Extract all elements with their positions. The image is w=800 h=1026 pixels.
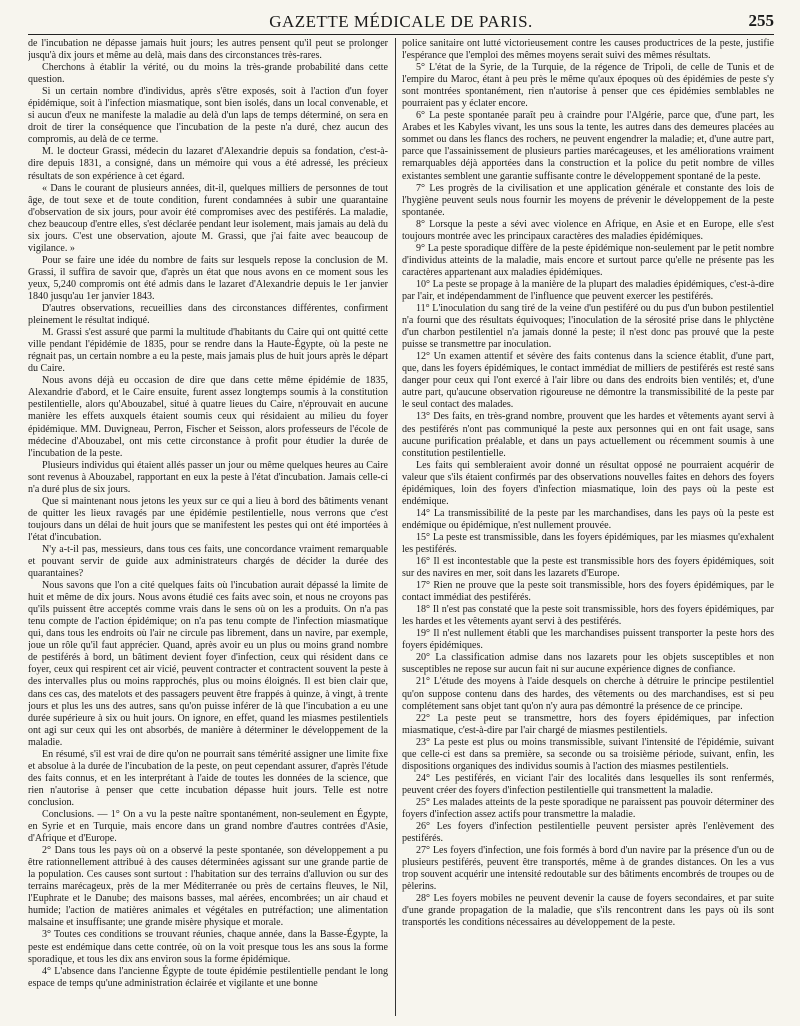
paragraph: 22° La peste peut se transmettre, hors des foyers épidémiques, par infection miasmatique, c'est-à-dire par l'air chargé de miasmes pestilentiels. (402, 712, 774, 736)
column-divider (395, 38, 396, 1016)
paragraph: 23° La peste est plus ou moins transmissible, suivant l'intensité de l'épidémie, suivant que celle-ci est dans sa première, sa seconde ou sa troisième période, suivant, enfin, les dispositions organiques des individus soumis à l'action des miasmes pestilentiels. (402, 736, 774, 772)
paragraph: police sanitaire ont lutté victorieusement contre les causes productrices de la peste, justifie l'espérance que l'emploi des mêmes moyens serait suivi des mêmes résultats. (402, 38, 774, 62)
page-header (28, 8, 774, 35)
paragraph: 2° Dans tous les pays où on a observé la peste spontanée, son développement a pu être rationnellement attribué à des causes déterminées agissant sur une grande partie de la population. Ces causes sont surtout : l'habitation sur des terrains d'alluvion ou sur des terrains marécageux, près de la mer Méditerranée ou près de certains fleuves, le Nil, l'Euphrate et le Danube; des maisons basses, mal aérées, encombrées; un air chaud et humide; l'action de matières animales et végétales en putréfaction; une alimentation malsaine et insuffisante; une grande misère physique et morale. (28, 845, 388, 929)
paragraph: 3° Toutes ces conditions se trouvant réunies, chaque année, dans la Basse-Égypte, la peste est endémique dans cette contrée, où on la voit presque tous les ans sous la forme sporadique, et tous les dix ans environ sous la forme épidémique. (28, 929, 388, 965)
paragraph: 7° Les progrès de la civilisation et une application générale et constante des lois de l'hygiène peuvent seuls nous fournir les moyens de prévenir le développement de la peste spontanée. (402, 182, 774, 218)
paragraph: M. le docteur Grassi, médecin du lazaret d'Alexandrie depuis sa fondation, c'est-à-dire depuis 1831, a consigné, dans un mémoire qui vous a été adressé, les précieux résultats de son expérience à cet égard. (28, 146, 388, 182)
paragraph: Nous savons que l'on a cité quelques faits où l'incubation aurait dépassé la limite de huit et même de dix jours. Nous avons étudié ces faits avec soin, et nous ne croyons pas qu'ils puissent être acceptés comme vrais dans le sens où on les a produits. On n'a pas tenu compte de l'action épidémique; on n'a pas tenu compte de l'infection miasmatique qui, dans tous les endroits où l'air ne circule pas librement, dans un navire, par exemple, joue un rôle qu'il faut apprécier. Quand, après avoir eu un plus ou moins grand nombre de pestiférés à bord, un bâtiment devient foyer d'infection, ceux qui résident dans ce foyer, ceux qui respirent cet air vicié, peuvent contracter et contractent souvent la peste à des intervalles plus ou moins rapprochés, plus ou moins éloignés. Il est bien clair que, dans ces cas, des matelots et des passagers peuvent être frappés à quinze, à vingt, à trente jours et plus les uns des autres, sans qu'on puisse inférer de là que l'incubation a eu une durée supérieure à six ou huit jours. On ignore, en effet, quand les miasmes pestilentiels ont agi sur ceux qui les ont absorbés, de manière à déterminer le développement de la maladie. (28, 580, 388, 748)
paragraph: 15° La peste est transmissible, dans les foyers épidémiques, par les miasmes qu'exhalent les pestiférés. (402, 531, 774, 555)
paragraph: Que si maintenant nous jetons les yeux sur ce qui a lieu à bord des bâtiments venant de quitter les lieux ravagés par une épidémie pestilentielle, nous verrons que c'est toujours dans un délai de huit jours que se manifestent les pestes qui ont été importées à l'état d'incubation. (28, 495, 388, 543)
paragraph: 21° L'étude des moyens à l'aide desquels on cherche à détruire le principe pestilentiel qu'on suppose contenu dans des hardes, des vêtements ou des marchandises, est si peu complétement sans objet tant qu'on n'y aura pas démontré la présence de ce principe. (402, 676, 774, 712)
paragraph: 17° Rien ne prouve que la peste soit transmissible, hors des foyers épidémiques, par le contact immédiat des pestiférés. (402, 580, 774, 604)
paragraph: N'y a-t-il pas, messieurs, dans tous ces faits, une concordance vraiment remarquable et pouvant servir de guide aux administrateurs chargés de décider la durée des quarantaines? (28, 543, 388, 580)
paragraph: Nous avons déjà eu occasion de dire que dans cette même épidémie de 1835, Alexandrie d'abord, et le Caire ensuite, furent assez longtemps soumis à la constitution pestilentielle, alors qu'Abouzabel, situé à quatre lieues du Caire, n'éprouvait en aucune manière les effets auxquels étaient soumis ceux qui résidaient au milieu du foyer épidémique. MM. Duvigneau, Perron, Fischer et Seisson, alors professeurs de l'école de médecine d'Abouzabel, ont mis cette circonstance à profit pour étudier la durée de l'incubation de la peste. (28, 375, 388, 459)
paragraph: Les faits qui sembleraient avoir donné un résultat opposé ne pourraient acquérir de valeur que s'ils étaient confirmés par des observations nouvelles faites en dehors des foyers épidémiques, loin des foyers d'infection miasmatique, loin des pays où la peste est endémique. (402, 459, 774, 507)
paragraph: M. Grassi s'est assuré que parmi la multitude d'habitants du Caire qui ont quitté cette ville pendant l'épidémie de 1835, pour se rendre dans la Haute-Égypte, où la peste ne régnait pas, un certain nombre a eu la peste, mais jamais plus de huit jours après le départ du Caire. (28, 327, 388, 375)
paragraph: 19° Il n'est nullement établi que les marchandises puissent transporter la peste hors des foyers épidémiques. (402, 628, 774, 652)
paragraph: 12° Un examen attentif et sévère des faits contenus dans la science établit, d'une part, que, dans les foyers épidémiques, le contact immédiat de milliers de pestiférés est resté sans danger pour ceux qui l'ont exercé à l'air libre ou dans des endroits bien ventilés; et, d'une autre part, qu'aucune observation rigoureuse ne démontre la transmissibilité de la peste par le seul contact des malades. (402, 351, 774, 411)
paragraph: Conclusions. — 1° On a vu la peste naître spontanément, non-seulement en Égypte, en Syrie et en Turquie, mais encore dans un grand nombre d'autres contrées d'Asie, d'Afrique et d'Europe. (28, 809, 388, 845)
journal-title: GAZETTE MÉDICALE DE PARIS. (269, 12, 533, 31)
paragraph: 13° Des faits, en très-grand nombre, prouvent que les hardes et vêtements ayant servi à des pestiférés n'ont pas communiqué la peste aux personnes qui en ont fait usage, sans aucune purification préalable, et dans un pays actuellement ou récemment soumis à une constitution pestilentielle. (402, 411, 774, 459)
paragraph: 25° Les malades atteints de la peste sporadique ne paraissent pas pouvoir déterminer des foyers d'infection assez actifs pour transmettre la maladie. (402, 796, 774, 820)
paragraph: Si un certain nombre d'individus, après s'être exposés, soit à l'action d'un foyer épidémique, soit à l'infection miasmatique, sont bien isolés, dans un local convenable, et si aucun d'eux ne manifeste la maladie au delà d'un laps de temps déterminé, on sera en droit de tirer la conséquence que l'incubation de la peste n'a duré, chez aucun des compromis, au delà de ce terme. (28, 86, 388, 146)
paragraph: Plusieurs individus qui étaient allés passer un jour ou même quelques heures au Caire sont revenus à Abouzabel, rapportant en eux la peste à l'état d'incubation. Jamais celle-ci n'a duré plus de six jours. (28, 459, 388, 495)
paragraph: Cherchons à établir la vérité, ou du moins la très-grande probabilité dans cette question. (28, 62, 388, 86)
paragraph: 6° La peste spontanée paraît peu à craindre pour l'Algérie, parce que, d'une part, les Arabes et les Kabyles vivant, les uns sous la tente, les autres dans des demeures placées au sommet ou dans les flancs des rochers, ne peuvent engendrer la maladie; et, d'une autre part, parce que l'assainissement de plusieurs parties marécageuses, et les améliorations vraiment remarquables déjà apportées dans la construction et la police du petit nombre de villes existantes semblent une garantie suffisante contre le développement spontané de la peste. (402, 110, 774, 182)
paragraph: 26° Les foyers d'infection pestilentielle peuvent persister après l'enlèvement des pestiférés. (402, 821, 774, 845)
page-number: 255 (748, 11, 774, 30)
paragraph: 20° La classification admise dans nos lazarets pour les objets susceptibles et non susceptibles ne repose sur aucun fait ni sur aucune expérience dignes de confiance. (402, 652, 774, 676)
paragraph: 8° Lorsque la peste a sévi avec violence en Afrique, en Asie et en Europe, elle s'est toujours montrée avec les principaux caractères des maladies épidémiques. (402, 218, 774, 242)
paragraph: 4° L'absence dans l'ancienne Égypte de toute épidémie pestilentielle pendant le long espace de temps qu'une administration éclairée et vigilante et une bonne (28, 965, 388, 989)
paragraph: 18° Il n'est pas constaté que la peste soit transmissible, hors des foyers épidémiques, par les hardes et les vêtements ayant servi à des pestiférés. (402, 604, 774, 628)
left-column (28, 38, 388, 1016)
paragraph: 11° L'inoculation du sang tiré de la veine d'un pestiféré ou du pus d'un bubon pestilentiel n'a fourni que des résultats équivoques; l'inoculation de la sérosité prise dans le phlyctène d'un charbon pestilentiel n'a jamais donné la peste; il n'est donc pas prouvé que la peste puisse se transmettre par inoculation. (402, 303, 774, 351)
paragraph: D'autres observations, recueillies dans des circonstances différentes, confirment pleinement le résultat indiqué. (28, 303, 388, 327)
paragraph: « Dans le courant de plusieurs années, dit-il, quelques milliers de personnes de tout âge, de tout sexe et de toute condition, furent condamnées à subir une quarantaine d'observation de six jours, pour avoir été compromises avec des pestiférés. La maladie, chez beaucoup d'entre elles, s'est déclarée pendant leur isolement, mais jamais au delà du six jours. C'est une observation, ajoute M. Grassi, que j'ai faite avec beaucoup de vigilance. » (28, 182, 388, 254)
paragraph: 9° La peste sporadique diffère de la peste épidémique non-seulement par le petit nombre d'individus atteints de la maladie, mais encore et surtout parce qu'elle ne présente pas les caractères appartenant aux maladies épidémiques. (402, 242, 774, 278)
paragraph: 14° La transmissibilité de la peste par les marchandises, dans les pays où la peste est endémique ou épidémique, n'est nullement prouvée. (402, 507, 774, 531)
paragraph: 27° Les foyers d'infection, une fois formés à bord d'un navire par la présence d'un ou de plusieurs pestiférés, peuvent être transportés, même à de grandes distances. On les a vus trop souvent acquérir une intensité redoutable sur des bâtiments encombrés de troupes ou de pèlerins. (402, 845, 774, 893)
paragraph: 24° Les pestiférés, en viciant l'air des localités dans lesquelles ils sont renfermés, peuvent créer des foyers d'infection pestilentielle qui transmettent la maladie. (402, 772, 774, 796)
paragraph: 10° La peste se propage à la manière de la plupart des maladies épidémiques, c'est-à-dire par l'air, et indépendamment de l'influence que peuvent exercer les pestiférés. (402, 278, 774, 302)
paragraph: 5° L'état de la Syrie, de la Turquie, de la régence de Tripoli, de celle de Tunis et de l'empire du Maroc, étant à peu près le même qu'aux époques où des épidémies de peste s'y sont montrées spontanément, rien n'autorise à penser que ces épidémies semblables ne pourraient pas y éclater encore. (402, 62, 774, 110)
right-column (402, 38, 774, 1016)
paragraph: 28° Les foyers mobiles ne peuvent devenir la cause de foyers secondaires, et par suite d'une grande propagation de la maladie, que s'ils rencontrent dans les pays où ils sont transportés les conditions nécessaires au développement de la peste. (402, 893, 774, 929)
paragraph: Pour se faire une idée du nombre de faits sur lesquels repose la conclusion de M. Grassi, il suffira de savoir que, d'après un état que nous avons en ce moment sous les yeux, 5,240 compromis ont été admis dans le lazaret d'Alexandrie depuis le 1er janvier 1840 jusqu'au 1er janvier 1843. (28, 254, 388, 302)
paragraph: 16° Il est incontestable que la peste est transmissible hors des foyers épidémiques, soit sur des navires en mer, soit dans les lazarets d'Europe. (402, 556, 774, 580)
paragraph: de l'incubation ne dépasse jamais huit jours; les autres pensent qu'il peut se prolonger jusqu'à dix jours et même au delà, mais dans des circonstances très-rares. (28, 38, 388, 62)
paragraph: En résumé, s'il est vrai de dire qu'on ne pourrait sans témérité assigner une limite fixe et absolue à la durée de l'incubation de la peste, on peut cependant assurer, d'après l'étude des faits connus, et en les interprétant à l'aide de toutes les données de la science, que rien n'autorise à penser que cette incubation dépasse huit jours. Telle est notre conclusion. (28, 748, 388, 808)
